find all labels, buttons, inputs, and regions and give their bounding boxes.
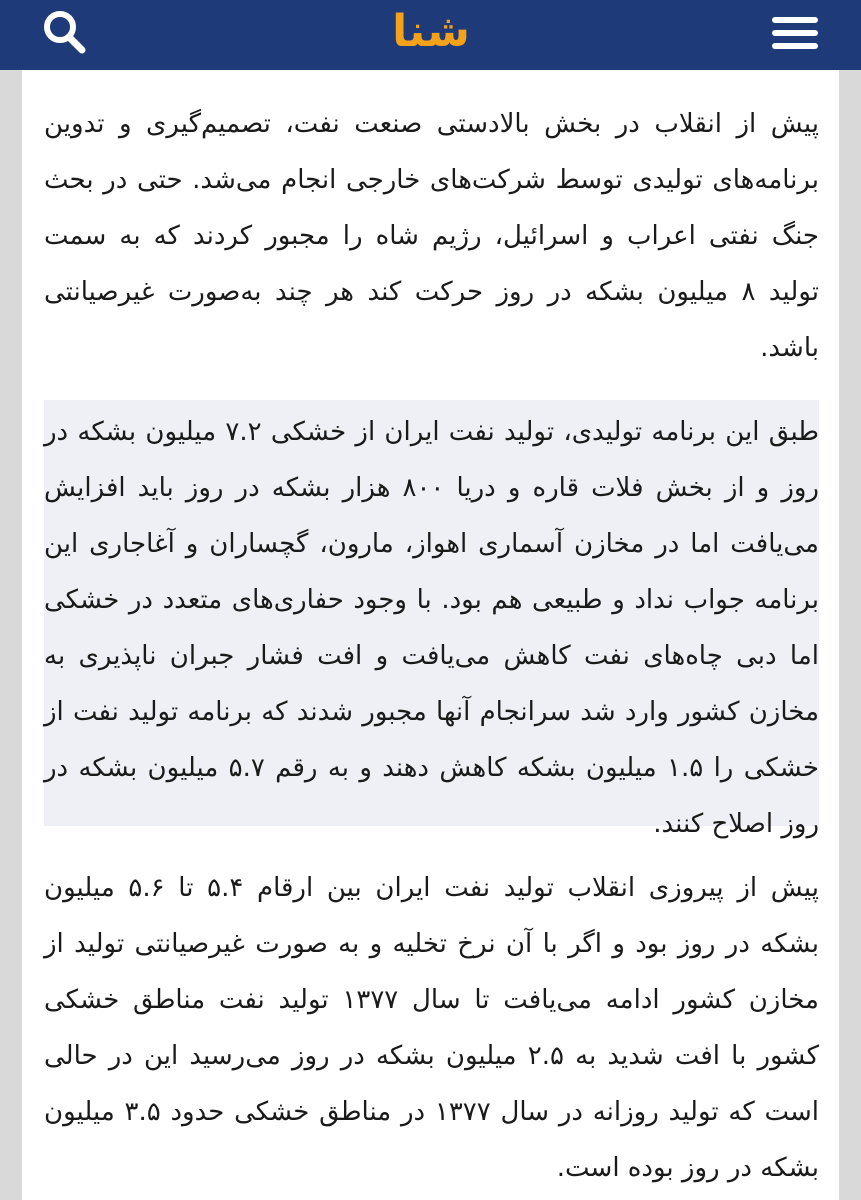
search-button[interactable] <box>36 6 94 58</box>
article-paragraph-1: پیش از انقلاب در بخش بالادستی صنعت نفت، تصمیم‌گیری و تدوین برنامه‌های تولیدی توسط شرکت‌های خارجی انجام می‌شد. حتی در بحث جنگ نفتی اعراب و اسرائیل، رژیم شاه را مجبور کردند که به سمت تولید ۸ میلیون بشکه در روز حرکت کند هر چند به‌صورت غیرصیانتی باشد. <box>44 109 819 363</box>
menu-button[interactable] <box>769 6 821 60</box>
search-icon <box>36 6 94 58</box>
site-logo[interactable] <box>372 4 490 64</box>
logo-text: شنا <box>392 6 470 57</box>
top-header <box>0 0 861 70</box>
hamburger-menu-icon <box>769 6 821 60</box>
article-paragraph-3: پیش از پیروزی انقلاب تولید نفت ایران بین ارقام ۵.۴ تا ۵.۶ میلیون بشکه در روز بود و اگر با آن نرخ تخلیه و به صورت غیرصیانتی تولید از مخازن کشور ادامه می‌یافت تا سال ۱۳۷۷ تولید نفت مناطق خشکی کشور با افت شدید به ۲.۵ میلیون بشکه در روز می‌رسید این در حالی است که تولید روزانه در سال ۱۳۷۷ در مناطق خشکی حدود ۳.۵ میلیون بشکه در روز بوده است. <box>44 873 820 1183</box>
article-content <box>22 70 839 1200</box>
article-paragraph-2: طبق این برنامه تولیدی، تولید نفت ایران از خشکی ۷.۲ میلیون بشکه در روز و از بخش فلات قاره و دریا ۸۰۰ هزار بشکه در روز باید افزایش می‌یافت اما در مخازن آسماری اهواز، مارون، گچساران و آغاجاری این برنامه جواب نداد و طبیعی هم بود. با وجود حفاری‌های متعدد در خشکی اما دبی چاه‌های نفت کاهش می‌یافت و افت فشار جبران ناپذیری به مخازن کشور وارد شد سرانجام آنها مجبور شدند که برنامه تولید نفت از خشکی را ۱.۵ میلیون بشکه کاهش دهند و به رقم ۵.۷ میلیون بشکه در روز اصلاح کنند. <box>44 417 819 839</box>
